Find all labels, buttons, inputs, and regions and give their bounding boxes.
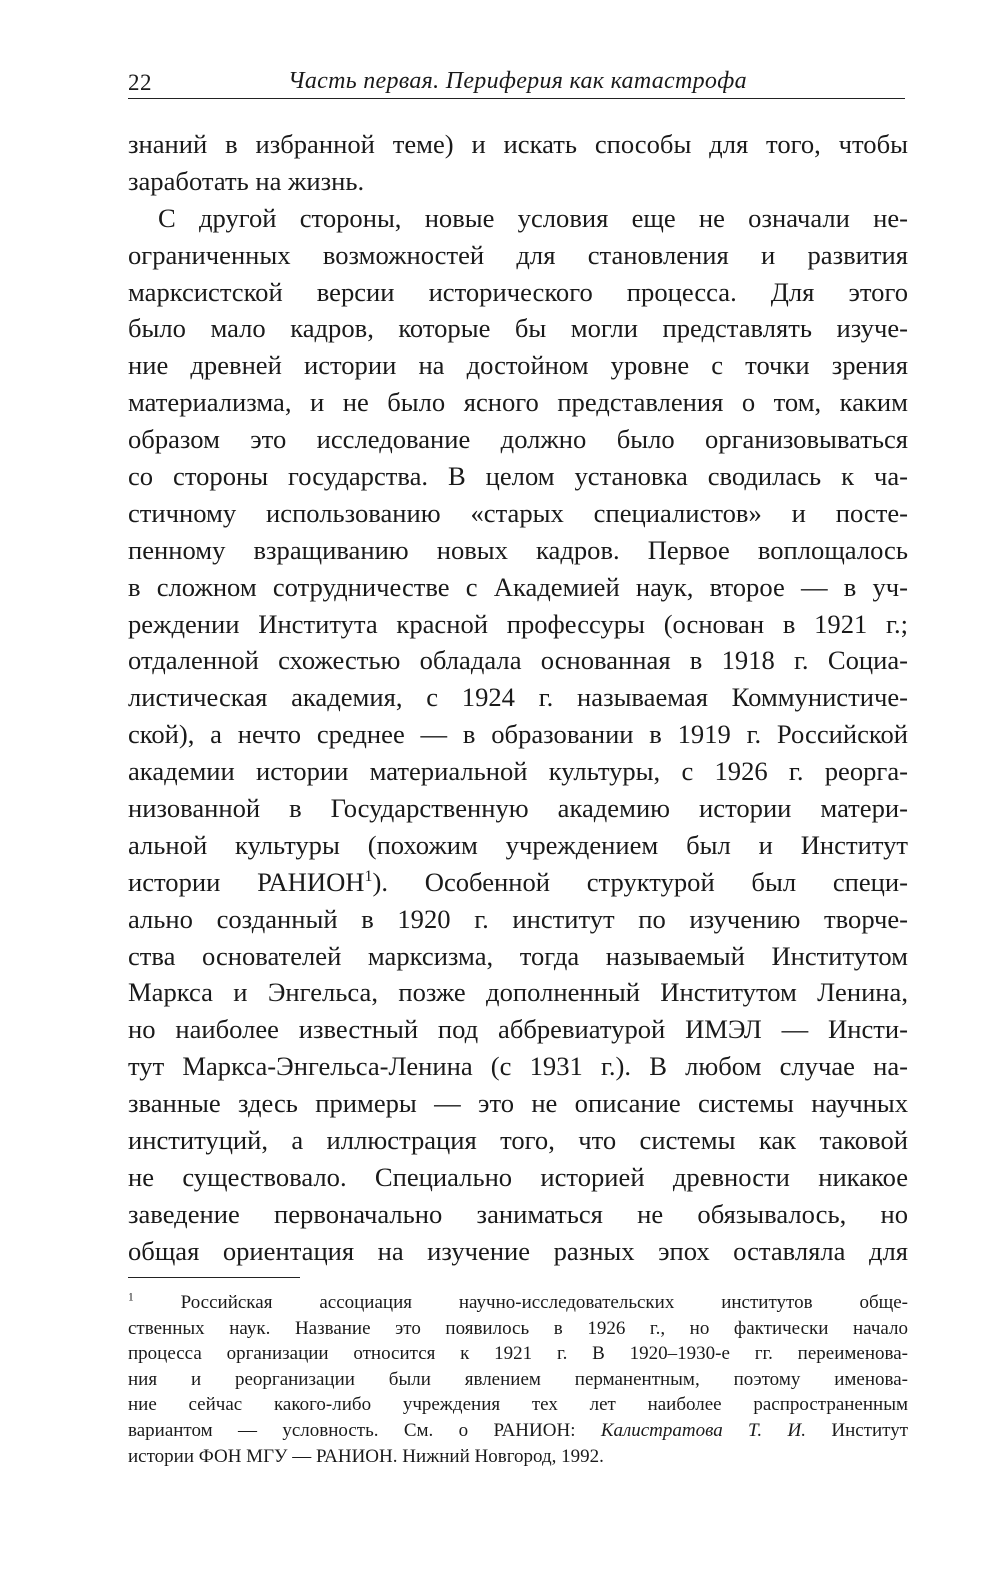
text-line: ально созданный в 1920 г. институт по изучению творче- bbox=[128, 903, 908, 934]
footnote-reference[interactable]: 1 bbox=[364, 867, 373, 885]
footnote-text: Российская ассоциация научно-исследовательских институтов обще- bbox=[180, 1292, 908, 1313]
text-line: было мало кадров, которые бы могли представлять изуче- bbox=[128, 313, 908, 344]
footnote-separator bbox=[128, 1277, 300, 1278]
text-line: реждении Института красной профессуры (основан в 1921 г.; bbox=[128, 608, 908, 639]
text-line: марксистской версии исторического процесса. Для этого bbox=[128, 276, 908, 307]
text-line: заработать на жизнь. bbox=[128, 165, 365, 196]
text-line: материализма, и не было ясного представления о том, каким bbox=[128, 387, 908, 418]
text-line-with-footnote-ref bbox=[128, 864, 908, 901]
cited-author: Калистратова Т. И. bbox=[600, 1419, 806, 1441]
text-line: со стороны государства. В целом установка сводилась к ча- bbox=[128, 461, 908, 492]
text-line: но наиболее известный под аббревиатурой ИМЭЛ — Инсти- bbox=[128, 1014, 908, 1045]
footnote-text: вариантом — условность. См. о РАНИОН: bbox=[128, 1419, 576, 1441]
text-line: знаний в избранной теме) и искать способы для того, чтобы bbox=[128, 129, 908, 159]
footnote-line: ния и реорганизации были явлением перманентным, поэтому именова- bbox=[128, 1368, 908, 1390]
footnote-line: ственных наук. Название это появилось в 1926 г., но фактически начало bbox=[128, 1317, 908, 1339]
footnote-line: истории ФОН МГУ — РАНИОН. Нижний Новгород, 1992. bbox=[128, 1445, 604, 1467]
main-text bbox=[128, 126, 908, 1270]
text-line: ние древней истории на достойном уровне с точки зрения bbox=[128, 350, 908, 381]
text-line: не существовало. Специально историей древности никакое bbox=[128, 1161, 908, 1192]
text-segment: ). Особенной структурой был специ- bbox=[372, 866, 908, 897]
text-line: общая ориентация на изучение разных эпох оставляла для bbox=[128, 1235, 908, 1266]
running-title: Часть первая. Периферия как катастрофа bbox=[288, 68, 747, 94]
text-line: ства основателей марксизма, тогда называемый Институтом bbox=[128, 940, 908, 971]
text-line: ограниченных возможностей для становления и развития bbox=[128, 239, 908, 270]
text-line: отдаленной схожестью обладала основанная в 1918 г. Социа- bbox=[128, 645, 908, 676]
text-line: стичному использованию «старых специалистов» и посте- bbox=[128, 497, 908, 528]
text-line: С другой стороны, новые условия еще не означали не- bbox=[158, 202, 908, 233]
footnote-line bbox=[128, 1290, 908, 1316]
footnote-line bbox=[128, 1418, 908, 1444]
text-line: образом это исследование должно было организовываться bbox=[128, 424, 908, 455]
text-line: альной культуры (похожим учреждением был и Институт bbox=[128, 829, 908, 860]
footnote-marker: 1 bbox=[128, 1291, 134, 1304]
text-line: званные здесь примеры — это не описание системы научных bbox=[128, 1088, 908, 1119]
text-line: пенному взращиванию новых кадров. Первое воплощалось bbox=[128, 534, 908, 565]
page-number: 22 bbox=[128, 70, 152, 95]
text-line: низованной в Государственную академию истории матери- bbox=[128, 793, 908, 824]
footnote bbox=[128, 1290, 908, 1469]
footnote-line: процесса организации относится к 1921 г. В 1920–1930-е гг. переименова- bbox=[128, 1343, 908, 1365]
text-line: заведение первоначально заниматься не обязывалось, но bbox=[128, 1198, 908, 1229]
text-line: листическая академия, с 1924 г. называемая Коммунистиче- bbox=[128, 682, 908, 713]
text-line: в сложном сотрудничестве с Академией наук, второе — в уч- bbox=[128, 571, 908, 602]
text-segment: истории РАНИОН bbox=[128, 866, 365, 897]
text-line: академии истории материальной культуры, с 1926 г. реорга- bbox=[128, 756, 908, 787]
text-line: Маркса и Энгельса, позже дополненный Институтом Ленина, bbox=[128, 977, 908, 1008]
footnote-text: Институт bbox=[831, 1419, 908, 1441]
running-header bbox=[128, 64, 905, 99]
text-line: институций, а иллюстрация того, что системы как таковой bbox=[128, 1125, 908, 1156]
footnote-line: ние сейчас какого-либо учреждения тех лет наиболее распространенным bbox=[128, 1394, 908, 1416]
text-line: ской), а нечто среднее — в образовании в 1919 г. Российской bbox=[128, 719, 908, 750]
text-line: тут Маркса-Энгельса-Ленина (с 1931 г.). В любом случае на- bbox=[128, 1051, 908, 1082]
